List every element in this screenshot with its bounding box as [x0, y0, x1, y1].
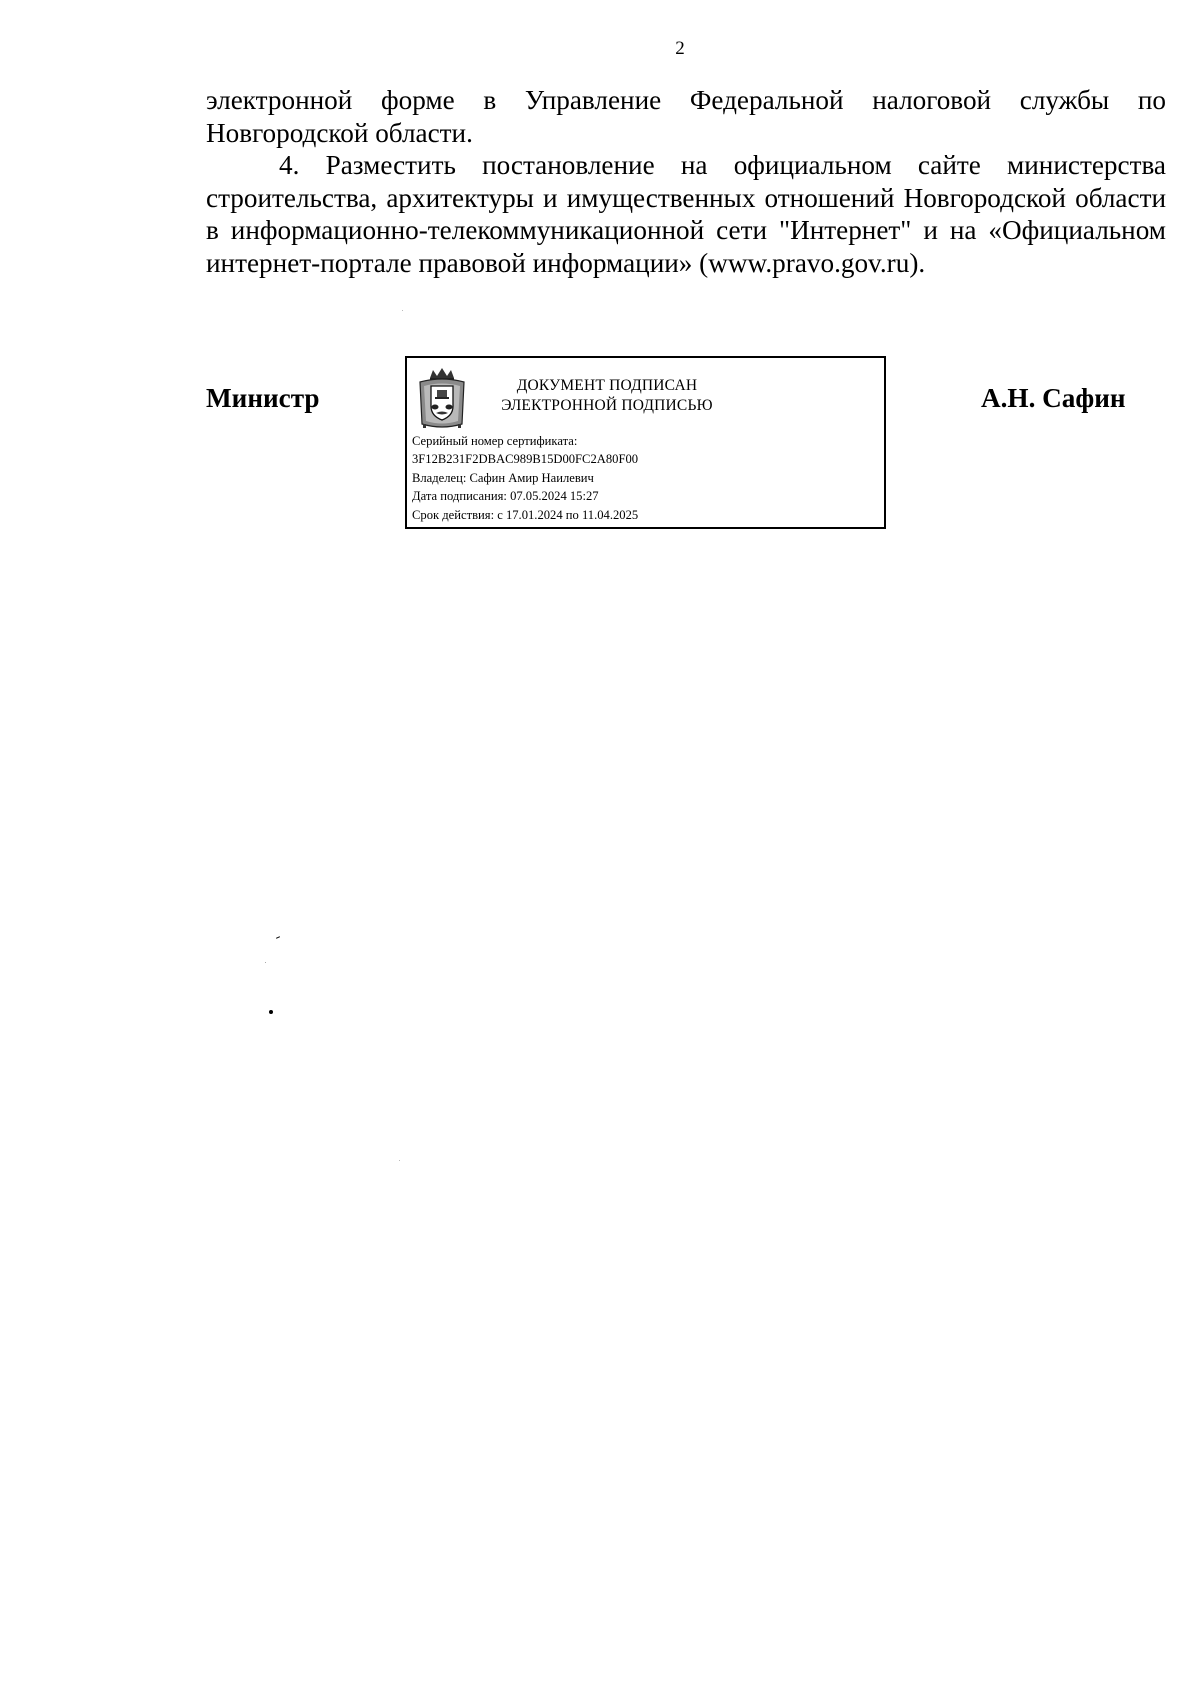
scan-speck: [402, 310, 403, 311]
document-body: [206, 84, 1166, 280]
coat-of-arms-novgorod-icon: [417, 366, 467, 430]
scan-speck: [265, 962, 266, 963]
paragraph-item-4: 4. Разместить постановление на официальном сайте министерства строительства, архитектуры и имущественных отношений Новгородской области в информационно-телекоммуникационной сети "Интернет" и на «Официальном интернет-портале правовой информации» (www.pravo.gov.ru).: [206, 150, 1166, 278]
certificate-validity: Срок действия: с 17.01.2024 по 11.04.2025: [412, 507, 639, 522]
stamp-heading-line2: ЭЛЕКТРОННОЙ ПОДПИСЬЮ: [501, 397, 713, 414]
page-number: 2: [675, 38, 685, 59]
scan-speck: [276, 936, 280, 939]
signatory-name: А.Н. Сафин: [981, 383, 1126, 413]
certificate-serial-value: 3F12B231F2DBAC989B15D00FC2A80F00: [412, 452, 639, 467]
scan-speck: [269, 1010, 273, 1014]
stamp-heading-line1: ДОКУМЕНТ ПОДПИСАН: [516, 377, 698, 394]
certificate-serial-label: Серийный номер сертификата:: [412, 434, 578, 448]
paragraph-continuation: электронной форме в Управление Федеральной налоговой службы по Новгородской области.: [206, 85, 1166, 148]
signing-date: Дата подписания: 07.05.2024 15:27: [412, 489, 599, 504]
certificate-owner: Владелец: Сафин Амир Наилевич: [412, 470, 594, 485]
scan-speck: [399, 1160, 400, 1161]
signatory-position: Министр: [206, 383, 320, 413]
stamp-details: [412, 432, 638, 524]
electronic-signature-stamp: [405, 356, 886, 529]
stamp-heading: [477, 376, 737, 416]
